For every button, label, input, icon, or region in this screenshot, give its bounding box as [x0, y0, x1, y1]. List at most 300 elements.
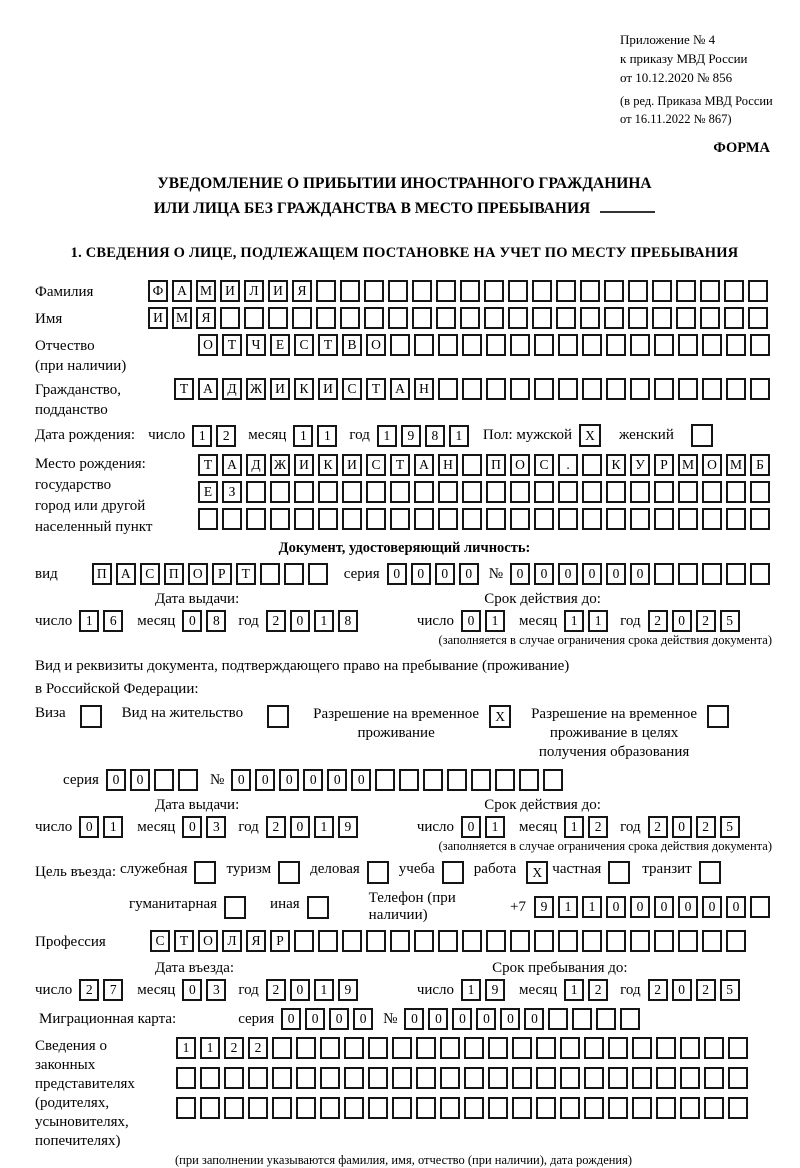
- char-box[interactable]: [248, 1067, 268, 1089]
- char-box[interactable]: [440, 1097, 460, 1119]
- char-box[interactable]: [200, 1097, 220, 1119]
- char-box[interactable]: [414, 481, 434, 503]
- char-box[interactable]: [462, 481, 482, 503]
- char-box[interactable]: [678, 508, 698, 530]
- char-box[interactable]: [532, 307, 552, 329]
- char-box[interactable]: [536, 1037, 556, 1059]
- char-box[interactable]: [294, 930, 314, 952]
- char-box[interactable]: Я: [246, 930, 266, 952]
- char-box[interactable]: 0: [255, 769, 275, 791]
- char-box[interactable]: Д: [222, 378, 242, 400]
- char-box[interactable]: [556, 280, 576, 302]
- char-box[interactable]: [438, 930, 458, 952]
- char-box[interactable]: 0: [435, 563, 455, 585]
- char-box[interactable]: [364, 280, 384, 302]
- char-box[interactable]: [680, 1067, 700, 1089]
- char-box[interactable]: 0: [290, 979, 310, 1001]
- char-box[interactable]: М: [196, 280, 216, 302]
- char-box[interactable]: [284, 563, 304, 585]
- char-box[interactable]: 0: [459, 563, 479, 585]
- char-box[interactable]: 0: [303, 769, 323, 791]
- char-box[interactable]: 0: [281, 1008, 301, 1030]
- char-box[interactable]: 2: [266, 816, 286, 838]
- char-box[interactable]: 0: [606, 896, 626, 918]
- char-box[interactable]: [510, 334, 530, 356]
- char-box[interactable]: 0: [654, 896, 674, 918]
- char-box[interactable]: Е: [270, 334, 290, 356]
- char-box[interactable]: [606, 378, 626, 400]
- char-box[interactable]: [486, 930, 506, 952]
- char-box[interactable]: [678, 563, 698, 585]
- char-box[interactable]: Д: [246, 454, 266, 476]
- char-box[interactable]: [728, 1097, 748, 1119]
- char-box[interactable]: [260, 563, 280, 585]
- char-box[interactable]: Т: [390, 454, 410, 476]
- char-box[interactable]: 0: [182, 816, 202, 838]
- char-box[interactable]: [582, 930, 602, 952]
- char-box[interactable]: [316, 307, 336, 329]
- checkbox[interactable]: [194, 861, 216, 884]
- char-box[interactable]: О: [198, 334, 218, 356]
- char-box[interactable]: [176, 1097, 196, 1119]
- char-box[interactable]: К: [294, 378, 314, 400]
- char-box[interactable]: [652, 280, 672, 302]
- char-box[interactable]: [652, 307, 672, 329]
- char-box[interactable]: [392, 1037, 412, 1059]
- char-box[interactable]: [272, 1037, 292, 1059]
- char-box[interactable]: З: [222, 481, 242, 503]
- char-box[interactable]: [464, 1097, 484, 1119]
- char-box[interactable]: С: [366, 454, 386, 476]
- char-box[interactable]: [656, 1067, 676, 1089]
- char-box[interactable]: [272, 1067, 292, 1089]
- char-box[interactable]: [308, 563, 328, 585]
- char-box[interactable]: 0: [351, 769, 371, 791]
- char-box[interactable]: [510, 481, 530, 503]
- char-box[interactable]: 9: [338, 979, 358, 1001]
- char-box[interactable]: [702, 334, 722, 356]
- char-box[interactable]: 9: [338, 816, 358, 838]
- char-box[interactable]: [438, 508, 458, 530]
- char-box[interactable]: 1: [485, 610, 505, 632]
- char-box[interactable]: С: [150, 930, 170, 952]
- char-box[interactable]: [462, 378, 482, 400]
- char-box[interactable]: Ж: [246, 378, 266, 400]
- char-box[interactable]: 1: [564, 979, 584, 1001]
- char-box[interactable]: 2: [696, 979, 716, 1001]
- char-box[interactable]: П: [486, 454, 506, 476]
- char-box[interactable]: [392, 1067, 412, 1089]
- char-box[interactable]: С: [534, 454, 554, 476]
- char-box[interactable]: 0: [558, 563, 578, 585]
- char-box[interactable]: [536, 1097, 556, 1119]
- char-box[interactable]: С: [294, 334, 314, 356]
- char-box[interactable]: [750, 896, 770, 918]
- char-box[interactable]: [390, 481, 410, 503]
- char-box[interactable]: [582, 481, 602, 503]
- char-box[interactable]: 1: [582, 896, 602, 918]
- char-box[interactable]: [462, 508, 482, 530]
- char-box[interactable]: [366, 481, 386, 503]
- char-box[interactable]: 0: [387, 563, 407, 585]
- char-box[interactable]: [560, 1067, 580, 1089]
- char-box[interactable]: [318, 930, 338, 952]
- char-box[interactable]: 1: [588, 610, 608, 632]
- char-box[interactable]: [488, 1037, 508, 1059]
- char-box[interactable]: [508, 307, 528, 329]
- char-box[interactable]: Я: [292, 280, 312, 302]
- char-box[interactable]: 1: [192, 425, 212, 447]
- char-box[interactable]: [200, 1067, 220, 1089]
- char-box[interactable]: Т: [174, 930, 194, 952]
- checkbox[interactable]: [224, 896, 246, 919]
- char-box[interactable]: 0: [461, 610, 481, 632]
- char-box[interactable]: Л: [244, 280, 264, 302]
- char-box[interactable]: [702, 563, 722, 585]
- char-box[interactable]: [342, 508, 362, 530]
- char-box[interactable]: [656, 1037, 676, 1059]
- char-box[interactable]: [390, 508, 410, 530]
- char-box[interactable]: 2: [79, 979, 99, 1001]
- char-box[interactable]: [704, 1067, 724, 1089]
- char-box[interactable]: [560, 1037, 580, 1059]
- char-box[interactable]: [414, 930, 434, 952]
- char-box[interactable]: И: [148, 307, 168, 329]
- char-box[interactable]: 8: [206, 610, 226, 632]
- char-box[interactable]: [368, 1037, 388, 1059]
- char-box[interactable]: [558, 481, 578, 503]
- char-box[interactable]: А: [222, 454, 242, 476]
- char-box[interactable]: [460, 280, 480, 302]
- char-box[interactable]: [580, 307, 600, 329]
- char-box[interactable]: [423, 769, 443, 791]
- char-box[interactable]: .: [558, 454, 578, 476]
- char-box[interactable]: 0: [231, 769, 251, 791]
- char-box[interactable]: [582, 508, 602, 530]
- char-box[interactable]: [484, 307, 504, 329]
- char-box[interactable]: Т: [222, 334, 242, 356]
- char-box[interactable]: [462, 454, 482, 476]
- char-box[interactable]: [414, 508, 434, 530]
- char-box[interactable]: [704, 1097, 724, 1119]
- char-box[interactable]: И: [294, 454, 314, 476]
- char-box[interactable]: [726, 930, 746, 952]
- char-box[interactable]: [510, 378, 530, 400]
- char-box[interactable]: [244, 307, 264, 329]
- char-box[interactable]: [447, 769, 467, 791]
- char-box[interactable]: [510, 508, 530, 530]
- char-box[interactable]: 0: [305, 1008, 325, 1030]
- checkbox[interactable]: [307, 896, 329, 919]
- char-box[interactable]: [726, 563, 746, 585]
- char-box[interactable]: [704, 1037, 724, 1059]
- char-box[interactable]: 3: [206, 979, 226, 1001]
- char-box[interactable]: 2: [588, 979, 608, 1001]
- char-box[interactable]: [654, 334, 674, 356]
- char-box[interactable]: 1: [314, 979, 334, 1001]
- char-box[interactable]: [272, 1097, 292, 1119]
- char-box[interactable]: [368, 1097, 388, 1119]
- char-box[interactable]: [702, 508, 722, 530]
- char-box[interactable]: [294, 481, 314, 503]
- char-box[interactable]: 1: [200, 1037, 220, 1059]
- char-box[interactable]: 2: [266, 979, 286, 1001]
- char-box[interactable]: [748, 307, 768, 329]
- char-box[interactable]: [246, 508, 266, 530]
- char-box[interactable]: 1: [103, 816, 123, 838]
- char-box[interactable]: [464, 1037, 484, 1059]
- char-box[interactable]: 0: [411, 563, 431, 585]
- char-box[interactable]: [320, 1097, 340, 1119]
- char-box[interactable]: [558, 930, 578, 952]
- char-box[interactable]: [604, 307, 624, 329]
- char-box[interactable]: 2: [224, 1037, 244, 1059]
- char-box[interactable]: 8: [425, 425, 445, 447]
- char-box[interactable]: О: [188, 563, 208, 585]
- char-box[interactable]: [702, 481, 722, 503]
- char-box[interactable]: [654, 508, 674, 530]
- char-box[interactable]: [656, 1097, 676, 1119]
- char-box[interactable]: 0: [476, 1008, 496, 1030]
- char-box[interactable]: [366, 508, 386, 530]
- char-box[interactable]: [366, 930, 386, 952]
- char-box[interactable]: [548, 1008, 568, 1030]
- char-box[interactable]: [628, 280, 648, 302]
- char-box[interactable]: 1: [176, 1037, 196, 1059]
- char-box[interactable]: Т: [174, 378, 194, 400]
- char-box[interactable]: 0: [524, 1008, 544, 1030]
- char-box[interactable]: [222, 508, 242, 530]
- char-box[interactable]: [728, 1067, 748, 1089]
- char-box[interactable]: [750, 378, 770, 400]
- char-box[interactable]: 0: [678, 896, 698, 918]
- char-box[interactable]: [224, 1097, 244, 1119]
- char-box[interactable]: [580, 280, 600, 302]
- char-box[interactable]: [320, 1037, 340, 1059]
- char-box[interactable]: 2: [696, 816, 716, 838]
- char-box[interactable]: [654, 378, 674, 400]
- char-box[interactable]: [676, 280, 696, 302]
- char-box[interactable]: 7: [103, 979, 123, 1001]
- char-box[interactable]: [178, 769, 198, 791]
- char-box[interactable]: 1: [314, 816, 334, 838]
- char-box[interactable]: [464, 1067, 484, 1089]
- char-box[interactable]: [558, 508, 578, 530]
- char-box[interactable]: [390, 334, 410, 356]
- char-box[interactable]: 1: [314, 610, 334, 632]
- char-box[interactable]: О: [702, 454, 722, 476]
- char-box[interactable]: 0: [672, 979, 692, 1001]
- char-box[interactable]: [630, 481, 650, 503]
- char-box[interactable]: 1: [564, 610, 584, 632]
- char-box[interactable]: [292, 307, 312, 329]
- char-box[interactable]: [268, 307, 288, 329]
- char-box[interactable]: 0: [630, 563, 650, 585]
- char-box[interactable]: [416, 1067, 436, 1089]
- char-box[interactable]: 2: [248, 1037, 268, 1059]
- char-box[interactable]: 1: [485, 816, 505, 838]
- char-box[interactable]: [392, 1097, 412, 1119]
- char-box[interactable]: 0: [461, 816, 481, 838]
- char-box[interactable]: У: [630, 454, 650, 476]
- char-box[interactable]: [438, 378, 458, 400]
- checkbox[interactable]: X: [489, 705, 511, 728]
- char-box[interactable]: 2: [588, 816, 608, 838]
- char-box[interactable]: [364, 307, 384, 329]
- char-box[interactable]: [606, 481, 626, 503]
- char-box[interactable]: [318, 481, 338, 503]
- char-box[interactable]: Т: [198, 454, 218, 476]
- char-box[interactable]: 1: [293, 425, 313, 447]
- char-box[interactable]: 9: [534, 896, 554, 918]
- checkbox[interactable]: [367, 861, 389, 884]
- checkbox[interactable]: [442, 861, 464, 884]
- char-box[interactable]: 1: [79, 610, 99, 632]
- char-box[interactable]: [320, 1067, 340, 1089]
- char-box[interactable]: [368, 1067, 388, 1089]
- char-box[interactable]: [558, 334, 578, 356]
- char-box[interactable]: 0: [182, 979, 202, 1001]
- char-box[interactable]: [488, 1097, 508, 1119]
- char-box[interactable]: 2: [696, 610, 716, 632]
- char-box[interactable]: А: [414, 454, 434, 476]
- checkbox[interactable]: [278, 861, 300, 884]
- char-box[interactable]: В: [342, 334, 362, 356]
- char-box[interactable]: [436, 280, 456, 302]
- char-box[interactable]: И: [220, 280, 240, 302]
- char-box[interactable]: 0: [534, 563, 554, 585]
- char-box[interactable]: 0: [630, 896, 650, 918]
- char-box[interactable]: [750, 563, 770, 585]
- char-box[interactable]: [678, 378, 698, 400]
- char-box[interactable]: [534, 481, 554, 503]
- char-box[interactable]: Н: [414, 378, 434, 400]
- char-box[interactable]: 0: [672, 610, 692, 632]
- char-box[interactable]: 1: [317, 425, 337, 447]
- char-box[interactable]: 0: [130, 769, 150, 791]
- char-box[interactable]: Б: [750, 454, 770, 476]
- char-box[interactable]: 0: [726, 896, 746, 918]
- char-box[interactable]: [471, 769, 491, 791]
- char-box[interactable]: 5: [720, 979, 740, 1001]
- char-box[interactable]: [440, 1037, 460, 1059]
- char-box[interactable]: 0: [290, 816, 310, 838]
- char-box[interactable]: [412, 280, 432, 302]
- char-box[interactable]: [340, 280, 360, 302]
- char-box[interactable]: Н: [438, 454, 458, 476]
- char-box[interactable]: 0: [182, 610, 202, 632]
- char-box[interactable]: К: [606, 454, 626, 476]
- char-box[interactable]: 0: [329, 1008, 349, 1030]
- char-box[interactable]: Т: [366, 378, 386, 400]
- char-box[interactable]: Р: [212, 563, 232, 585]
- char-box[interactable]: 2: [266, 610, 286, 632]
- char-box[interactable]: [375, 769, 395, 791]
- char-box[interactable]: [296, 1067, 316, 1089]
- char-box[interactable]: [534, 508, 554, 530]
- char-box[interactable]: С: [342, 378, 362, 400]
- char-box[interactable]: Р: [654, 454, 674, 476]
- char-box[interactable]: О: [366, 334, 386, 356]
- char-box[interactable]: [750, 508, 770, 530]
- checkbox[interactable]: [691, 424, 713, 447]
- char-box[interactable]: [608, 1097, 628, 1119]
- char-box[interactable]: [584, 1037, 604, 1059]
- char-box[interactable]: [512, 1037, 532, 1059]
- char-box[interactable]: [630, 508, 650, 530]
- char-box[interactable]: [678, 930, 698, 952]
- char-box[interactable]: [440, 1067, 460, 1089]
- char-box[interactable]: [519, 769, 539, 791]
- char-box[interactable]: [294, 508, 314, 530]
- char-box[interactable]: [484, 280, 504, 302]
- char-box[interactable]: 1: [564, 816, 584, 838]
- char-box[interactable]: 0: [404, 1008, 424, 1030]
- char-box[interactable]: О: [198, 930, 218, 952]
- char-box[interactable]: 1: [377, 425, 397, 447]
- char-box[interactable]: 0: [582, 563, 602, 585]
- char-box[interactable]: [582, 378, 602, 400]
- char-box[interactable]: 0: [510, 563, 530, 585]
- char-box[interactable]: М: [172, 307, 192, 329]
- checkbox[interactable]: X: [579, 424, 601, 447]
- checkbox[interactable]: [699, 861, 721, 884]
- char-box[interactable]: [344, 1037, 364, 1059]
- char-box[interactable]: [436, 307, 456, 329]
- char-box[interactable]: [438, 481, 458, 503]
- char-box[interactable]: [628, 307, 648, 329]
- char-box[interactable]: [388, 307, 408, 329]
- char-box[interactable]: 9: [401, 425, 421, 447]
- char-box[interactable]: М: [726, 454, 746, 476]
- char-box[interactable]: [748, 280, 768, 302]
- char-box[interactable]: И: [268, 280, 288, 302]
- char-box[interactable]: [416, 1037, 436, 1059]
- checkbox[interactable]: X: [526, 861, 548, 884]
- char-box[interactable]: [486, 508, 506, 530]
- checkbox[interactable]: [80, 705, 102, 728]
- char-box[interactable]: [572, 1008, 592, 1030]
- char-box[interactable]: [596, 1008, 616, 1030]
- char-box[interactable]: А: [116, 563, 136, 585]
- char-box[interactable]: А: [172, 280, 192, 302]
- char-box[interactable]: [620, 1008, 640, 1030]
- char-box[interactable]: [606, 930, 626, 952]
- char-box[interactable]: [606, 508, 626, 530]
- char-box[interactable]: [654, 563, 674, 585]
- char-box[interactable]: [486, 378, 506, 400]
- char-box[interactable]: 6: [103, 610, 123, 632]
- char-box[interactable]: 0: [702, 896, 722, 918]
- char-box[interactable]: [750, 334, 770, 356]
- char-box[interactable]: Ж: [270, 454, 290, 476]
- char-box[interactable]: 5: [720, 610, 740, 632]
- char-box[interactable]: [680, 1037, 700, 1059]
- char-box[interactable]: [728, 1037, 748, 1059]
- char-box[interactable]: [654, 481, 674, 503]
- char-box[interactable]: [154, 769, 174, 791]
- char-box[interactable]: [416, 1097, 436, 1119]
- char-box[interactable]: [534, 334, 554, 356]
- char-box[interactable]: [678, 481, 698, 503]
- char-box[interactable]: [390, 930, 410, 952]
- char-box[interactable]: 3: [206, 816, 226, 838]
- char-box[interactable]: А: [198, 378, 218, 400]
- char-box[interactable]: 1: [461, 979, 481, 1001]
- char-box[interactable]: С: [140, 563, 160, 585]
- char-box[interactable]: [630, 334, 650, 356]
- char-box[interactable]: [702, 378, 722, 400]
